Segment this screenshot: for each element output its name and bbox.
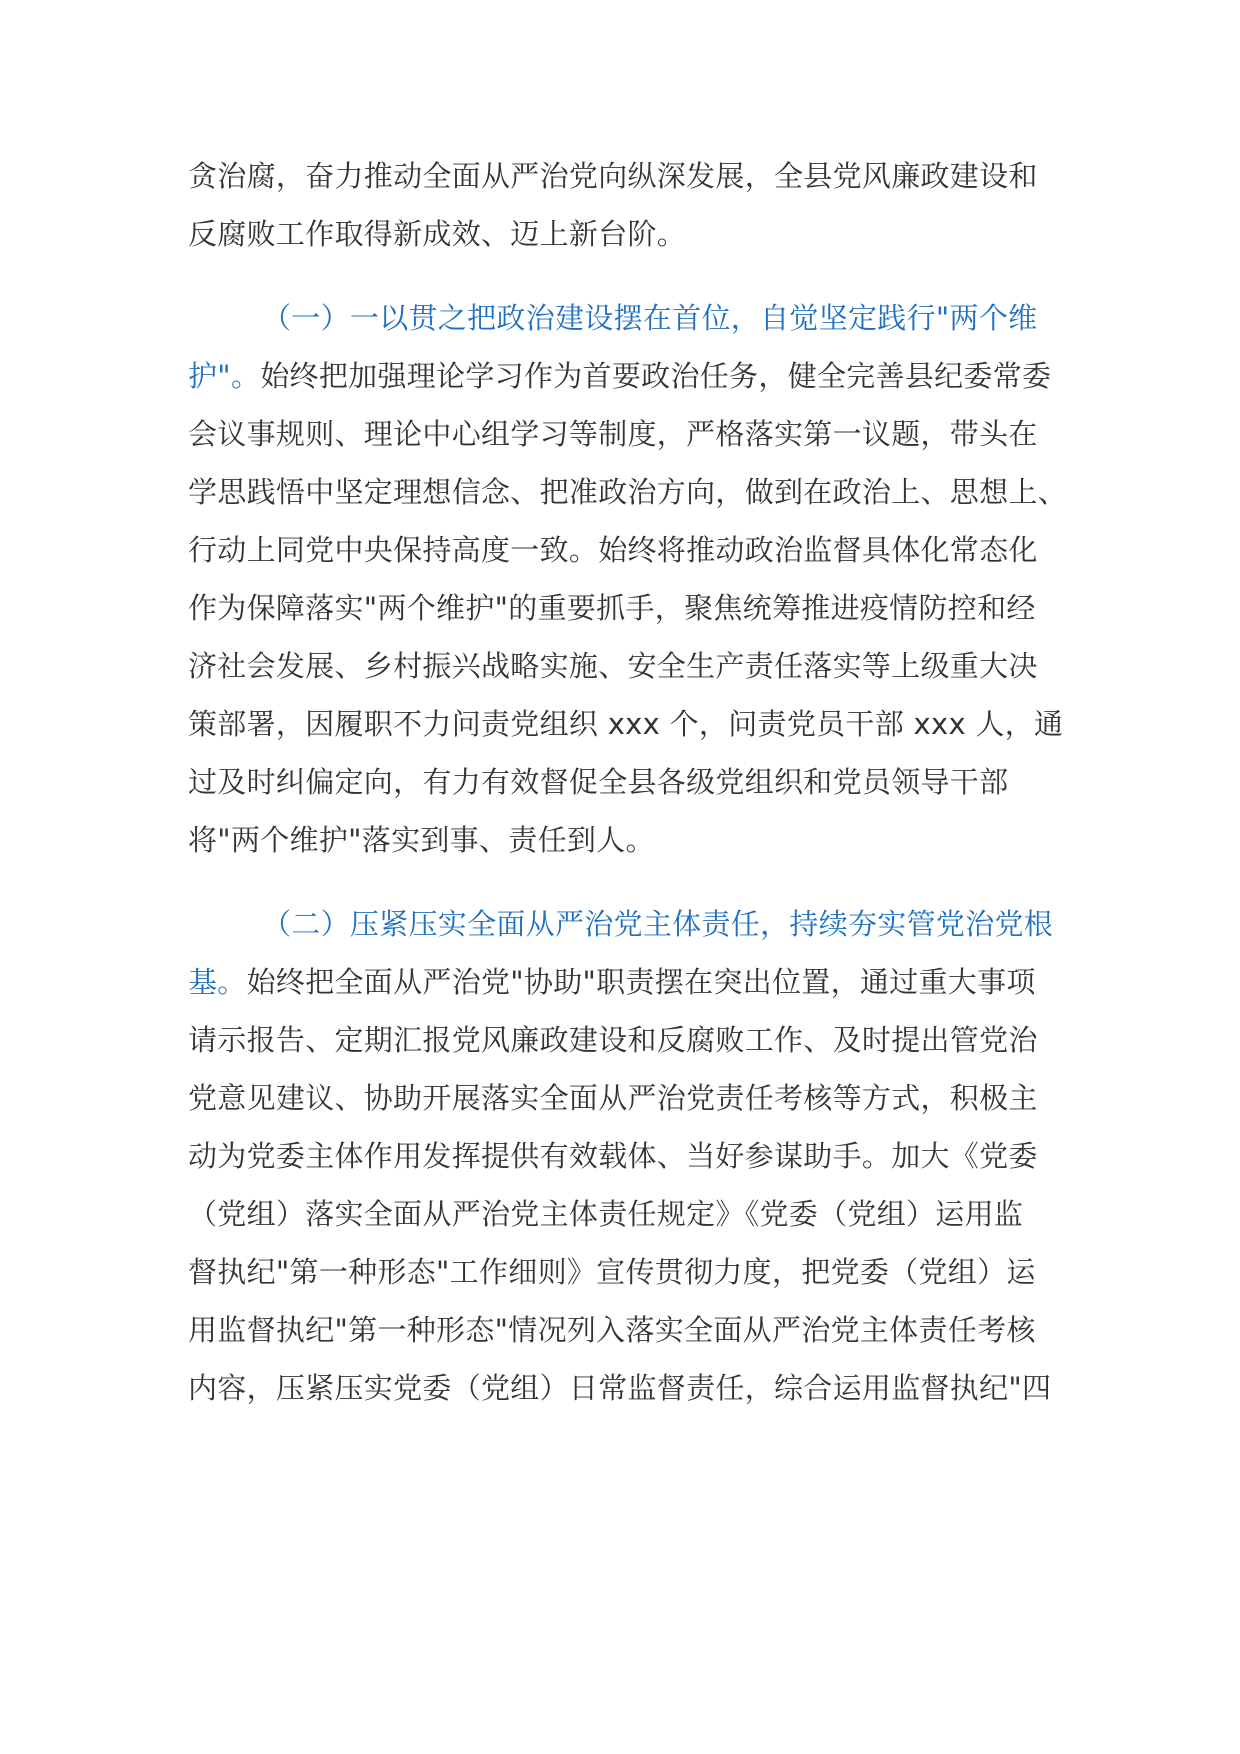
section1-line-6: 作为保障落实"两个维护"的重要抓手，聚焦统筹推进疫情防控和经 [188, 591, 1036, 625]
section2-line-8: 用监督执纪"第一种形态"情况列入落实全面从严治党主体责任考核 [188, 1313, 1036, 1347]
section2-line-9: 内容，压紧压实党委（党组）日常监督责任，综合运用监督执纪"四 [188, 1371, 1052, 1405]
section1-line-10: 将"两个维护"落实到事、责任到人。 [188, 823, 655, 857]
section2-line-6: （党组）落实全面从严治党主体责任规定》《党委（党组）运用监 [188, 1197, 1024, 1231]
section2-line-4: 党意见建议、协助开展落实全面从严治党责任考核等方式，积极主 [188, 1081, 1038, 1115]
section2-line-2-body: 始终把全面从严治党"协助"职责摆在突出位置，通过重大事项 [246, 965, 1036, 999]
section1-line-7: 济社会发展、乡村振兴战略实施、安全生产责任落实等上级重大决 [188, 649, 1038, 683]
section2-heading: （二）压紧压实全面从严治党主体责任，持续夯实管党治党根 [262, 907, 1054, 941]
section1-line-4: 学思践悟中坚定理想信念、把准政治方向，做到在政治上、思想上、 [188, 475, 1068, 509]
section2-line-7: 督执纪"第一种形态"工作细则》宣传贯彻力度，把党委（党组）运 [188, 1255, 1036, 1289]
section2-heading-end: 基。 [188, 965, 247, 999]
section2-line-2 [188, 962, 1036, 1002]
intro-line-2: 反腐败工作取得新成效、迈上新台阶。 [188, 217, 687, 251]
section1-line-3: 会议事规则、理论中心组学习等制度，严格落实第一议题，带头在 [188, 417, 1038, 451]
section2-line-3: 请示报告、定期汇报党风廉政建设和反腐败工作、及时提出管党治 [188, 1023, 1038, 1057]
section1-line-2-body: 始终把加强理论学习作为首要政治任务，健全完善县纪委常委 [260, 359, 1052, 393]
intro-line-1: 贪治腐，奋力推动全面从严治党向纵深发展，全县党风廉政建设和 [188, 159, 1038, 193]
section1-line-8: 策部署，因履职不力问责党组织 xxx 个，问责党员干部 xxx 人，通 [188, 707, 1064, 741]
section1-heading: （一）一以贯之把政治建设摆在首位，自觉坚定践行"两个维 [262, 301, 1038, 335]
section1-heading-end: 护"。 [188, 359, 261, 393]
section1-line-9: 过及时纠偏定向，有力有效督促全县各级党组织和党员领导干部 [188, 765, 1009, 799]
section2-line-5: 动为党委主体作用发挥提供有效载体、当好参谋助手。加大《党委 [188, 1139, 1038, 1173]
section1-line-2 [188, 356, 1051, 396]
section1-line-5: 行动上同党中央保持高度一致。始终将推动政治监督具体化常态化 [188, 533, 1038, 567]
